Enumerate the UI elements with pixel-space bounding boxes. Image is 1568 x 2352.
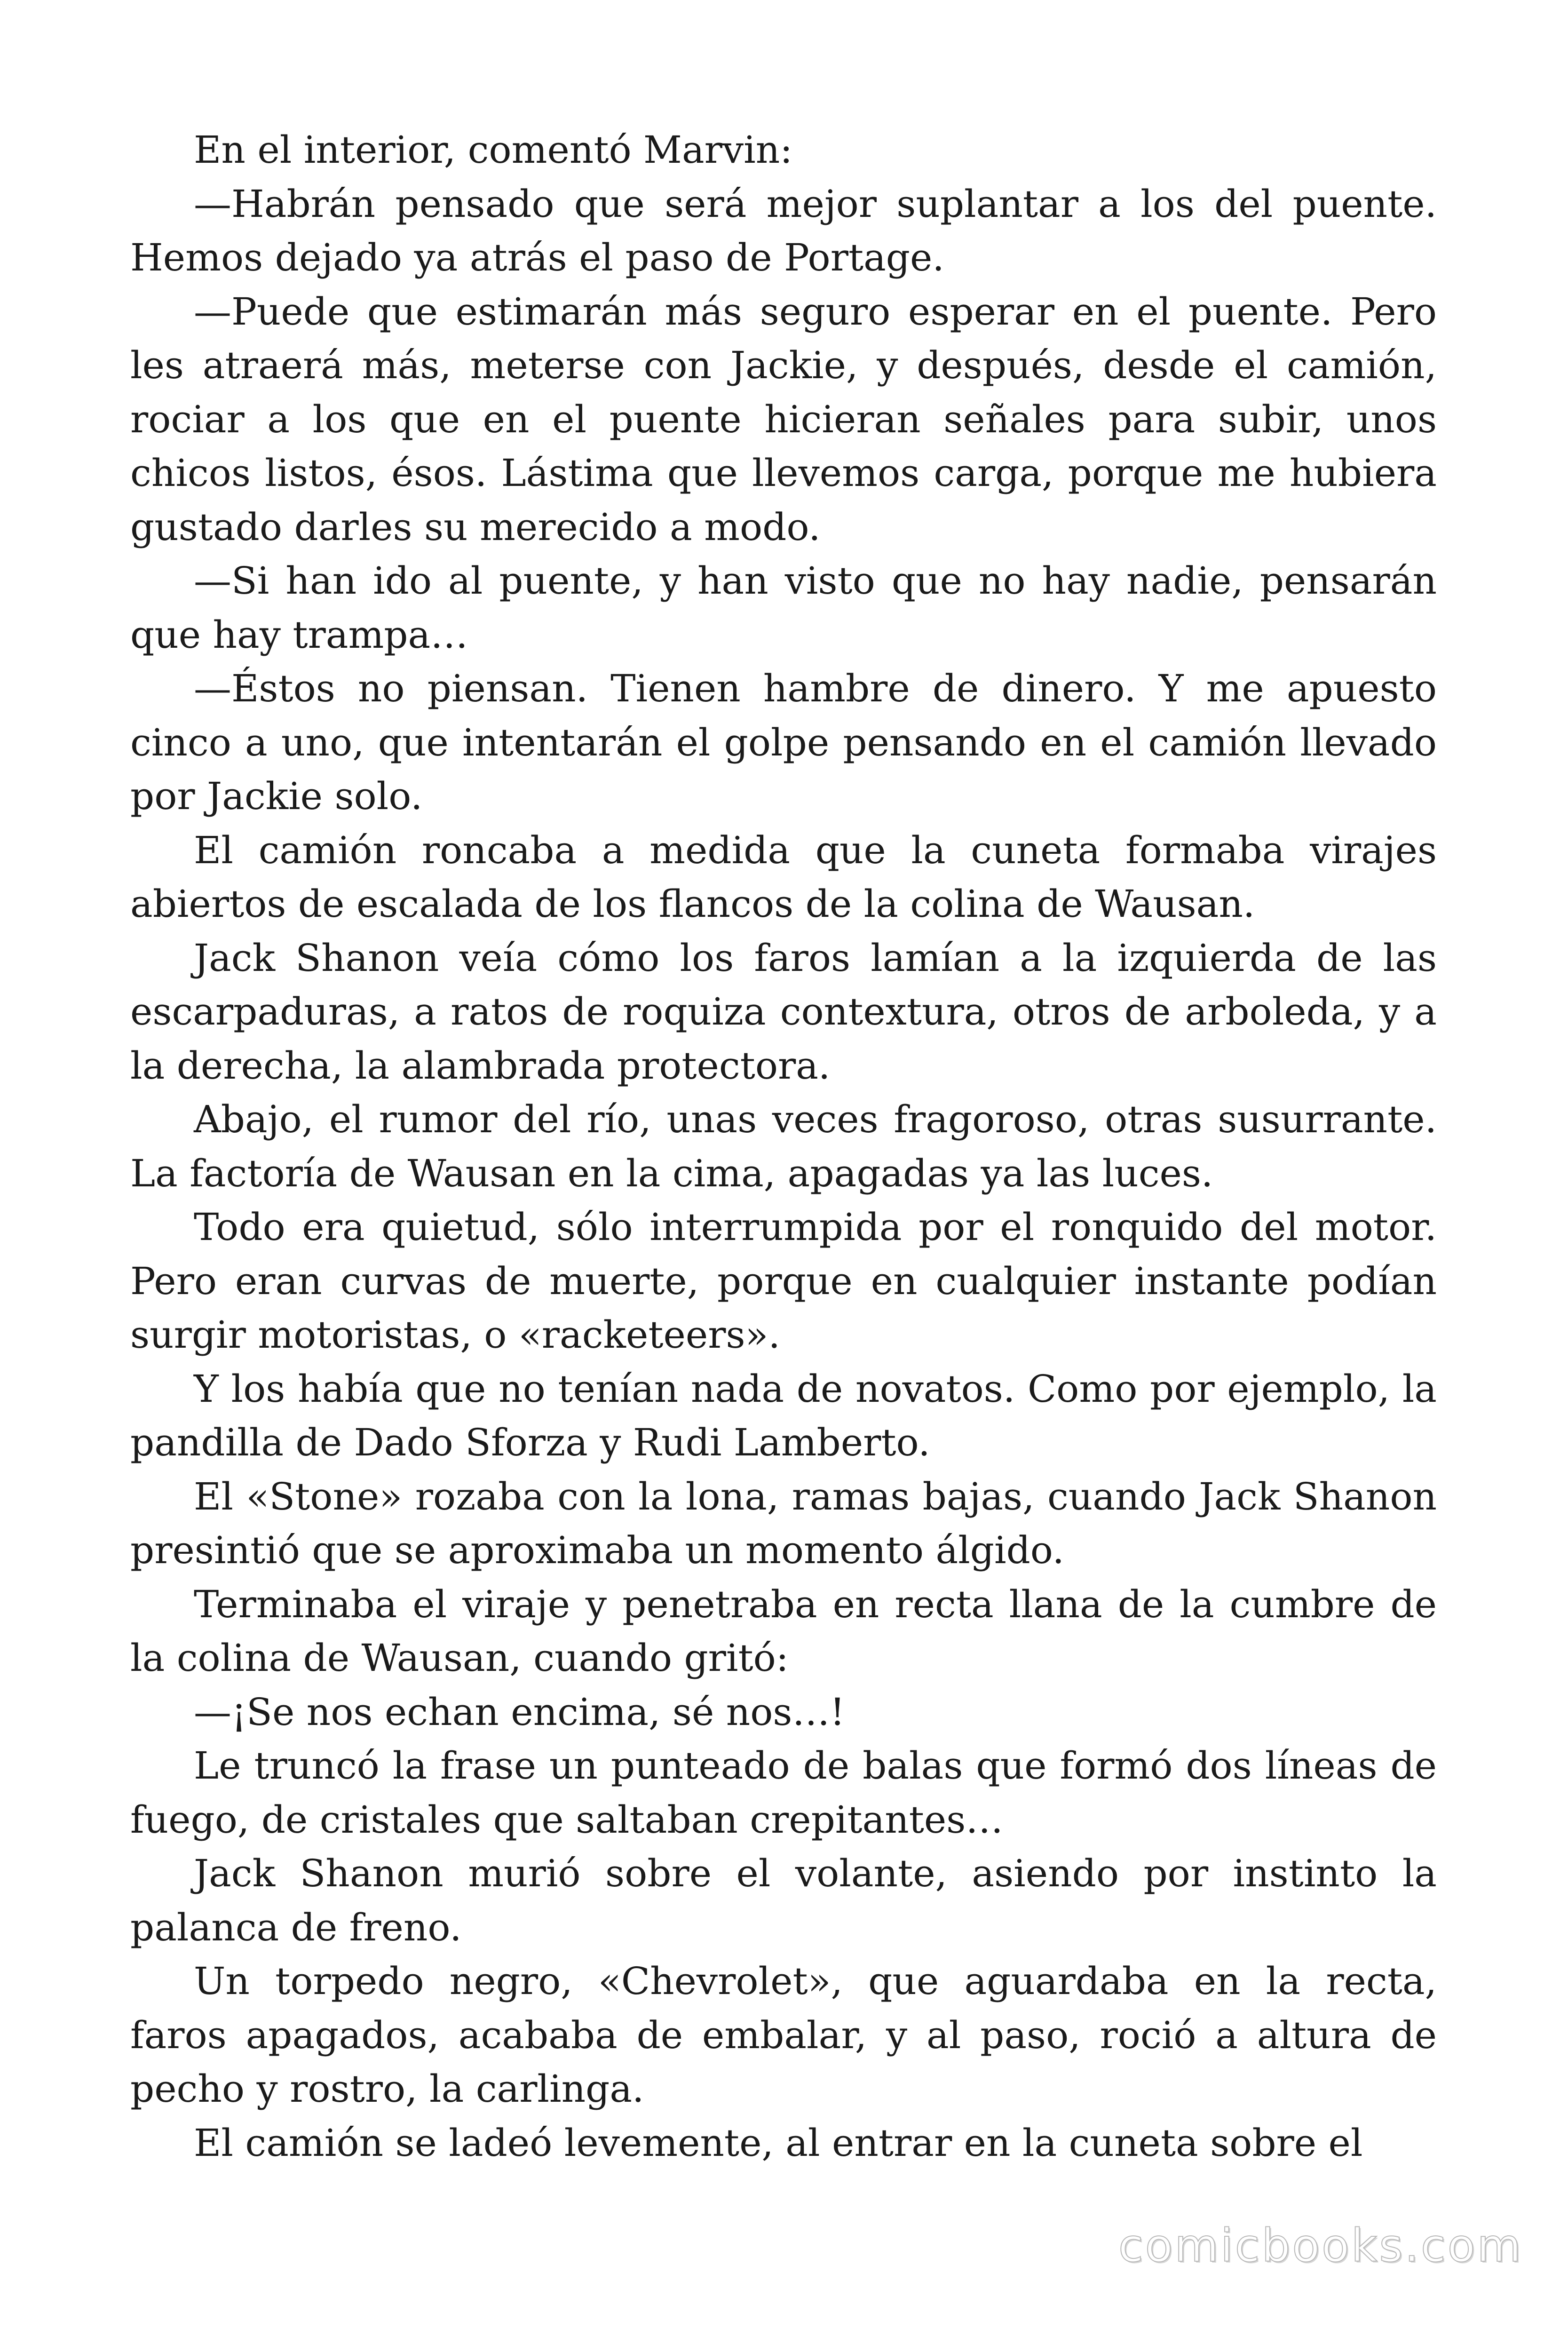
paragraph: El camión roncaba a medida que la cuneta formaba virajes abiertos de escalada de los flancos de la colina de Wausan. <box>130 828 1437 926</box>
paragraph: El camión se ladeó levemente, al entrar en la cuneta sobre el <box>194 2121 1363 2165</box>
paragraph: En el interior, comentó Marvin: <box>194 128 793 172</box>
watermark: comicbooks.com <box>1118 2219 1523 2272</box>
paragraph: Un torpedo negro, «Chevrolet», que aguardaba en la recta, faros apagados, acababa de embalar, y al paso, roció a altura de pecho y rostro, la carlinga. <box>130 1959 1437 2111</box>
paragraph: Abajo, el rumor del río, unas veces fragoroso, otras susurrante. La factoría de Wausan en la cima, apagadas ya las luces. <box>130 1097 1437 1195</box>
paragraph: Le truncó la frase un punteado de balas que formó dos líneas de fuego, de cristales que saltaban crepitantes… <box>130 1744 1437 1842</box>
paragraph: Terminaba el viraje y penetraba en recta llana de la cumbre de la colina de Wausan, cuando gritó: <box>130 1582 1437 1680</box>
paragraph: —Si han ido al puente, y han visto que no hay nadie, pensarán que hay trampa… <box>130 559 1437 657</box>
paragraph: —Éstos no piensan. Tienen hambre de dinero. Y me apuesto cinco a uno, que intentarán el golpe pensando en el camión llevado por Jackie solo. <box>130 667 1437 818</box>
paragraph: Todo era quietud, sólo interrumpida por el ronquido del motor. Pero eran curvas de muerte, porque en cualquier instante podían surgir motoristas, o «racketeers». <box>130 1205 1437 1357</box>
paragraph: Jack Shanon murió sobre el volante, asiendo por instinto la palanca de freno. <box>130 1851 1437 1949</box>
paragraph: —Habrán pensado que será mejor suplantar a los del puente. Hemos dejado ya atrás el paso de Portage. <box>130 182 1437 279</box>
paragraph: —Puede que estimarán más seguro esperar en el puente. Pero les atraerá más, meterse con Jackie, y después, desde el camión, rociar a los que en el puente hicieran señales para subir, unos chicos listos, ésos. Lástima que llevemos carga, porque me hubiera gustado darles su merecido a modo. <box>130 289 1437 549</box>
paragraph: —¡Se nos echan encima, sé nos…! <box>194 1690 845 1734</box>
paragraph: Y los había que no tenían nada de novatos. Como por ejemplo, la pandilla de Dado Sforza y Rudi Lamberto. <box>130 1367 1437 1464</box>
paragraph: Jack Shanon veía cómo los faros lamían a la izquierda de las escarpaduras, a ratos de roquiza contextura, otros de arboleda, y a la derecha, la alambrada protectora. <box>130 936 1437 1088</box>
paragraph: El «Stone» rozaba con la lona, ramas bajas, cuando Jack Shanon presintió que se aproximaba un momento álgido. <box>130 1474 1437 1572</box>
book-page-text <box>130 123 1437 2170</box>
